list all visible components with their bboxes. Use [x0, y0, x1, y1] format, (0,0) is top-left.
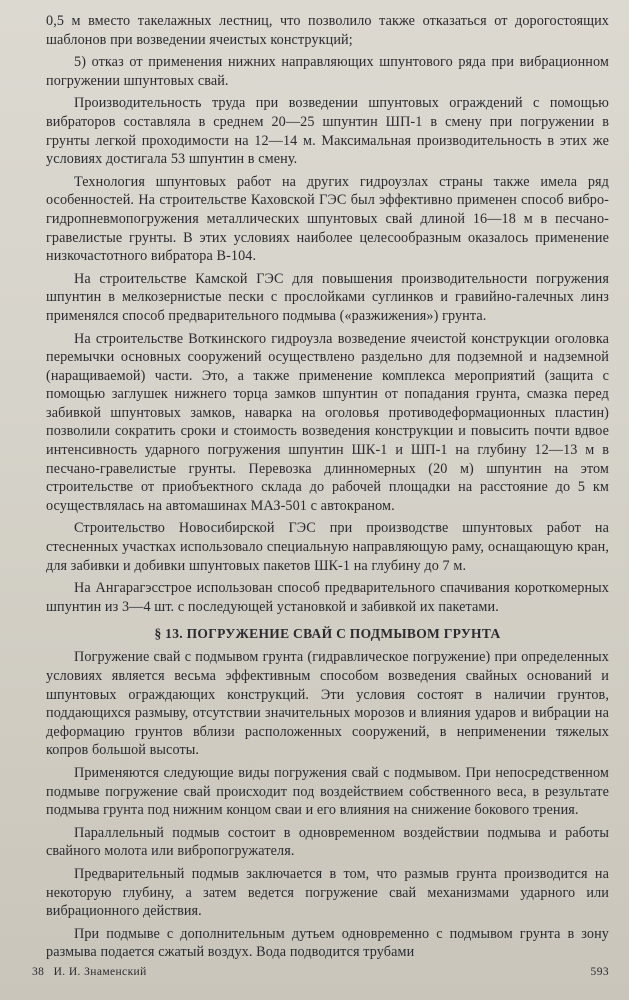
paragraph: 0,5 м вместо такелажных лестниц, что позволило также отказаться от дорогостоящих шаблонов при возведении ячеистых конструкций; [46, 13, 609, 48]
paragraph: Строительство Новосибирской ГЭС при производстве шпунтовых работ на стесненных участках использовало специальную направляющую раму, оснащающую кран, для забивки и добивки шпунтовых пакетов ШК-1 на глубину до 7 м. [46, 520, 609, 574]
paragraph: При подмыве с дополнительным дутьем одновременно с подмывом грунта в зону размыва подается сжатый воздух. Вода подводится трубами [46, 925, 609, 961]
paragraph: Технология шпунтовых работ на других гидроузлах страны также имела ряд особенностей. На строительстве Каховской ГЭС был эффективно применен способ вибро-гидропневмопогружения металлических шпунтовых свай длиной 16—18 м в песчано-гравелистые грунты. В этих условиях наиболее целесообразным оказалось применение низкочастотного вибратора В-104. [46, 173, 609, 265]
author-name: И. И. Знаменский [53, 966, 147, 978]
footer-signature [32, 966, 147, 978]
paragraph: Применяются следующие виды погружения свай с подмывом. При непосредственном подмыве погружение свай происходит под воздействием собственного веса, в результате подмыва грунта под нижним концом сваи и его влияния на снижение бокового трения. [46, 764, 609, 819]
paragraph: Предварительный подмыв заключается в том, что размыв грунта производится на некоторую глубину, а затем ведется погружение свай механизмами ударного или вибрационного действия. [46, 865, 609, 920]
section-heading: § 13. ПОГРУЖЕНИЕ СВАЙ С ПОДМЫВОМ ГРУНТА [154, 626, 501, 642]
paragraph: Параллельный подмыв состоит в одновременном воздействии подмыва и работы свайного молота или вибропогружателя. [46, 824, 609, 860]
page-footer [32, 966, 609, 978]
paragraph: На строительстве Камской ГЭС для повышения производительности погружения шпунтин в мелкозернистые пески с прослойками суглинков и гравийно-галечных линз применялся способ предварительного подмыва («разжижения») грунта. [46, 270, 609, 324]
paragraph: Погружение свай с подмывом грунта (гидравлическое погружение) при определенных условиях является весьма эффективным способом возведения свайных оснований и шпунтовых ограждающих конструкций. Эти условия состоят в наличии грунтов, поддающихся размыву, отсутствии значительных морозов и влияния ударов и вибрации на деформацию грунтов вблизи расположенных сооружений, в неприменении тяжелых копров большой высоты. [46, 649, 609, 759]
signature-number: 38 [32, 966, 45, 978]
paragraph: На Ангарагэсстрое использован способ предварительного спачивания короткомерных шпунтин из 3—4 шт. с последующей установкой и забивкой их пакетами. [46, 580, 609, 615]
paragraph: Производительность труда при возведении шпунтовых ограждений с помощью вибраторов составляла в среднем 20—25 шпунтин ШП-1 в смену при погружении в грунты легкой проходимости на 12—14 м. Максимальная производительность в этих же условиях достигала 53 шпунтин в смену. [46, 95, 609, 168]
paragraph: 5) отказ от применения нижних направляющих шпунтового ряда при вибрационном погружении шпунтовых свай. [46, 54, 609, 89]
paragraph: На строительстве Воткинского гидроузла возведение ячеистой конструкции оголовка перемычки основных сооружений осуществлено раздельно для подземной и надземной (наращиваемой) части. Это, а также применение комплекса мероприятий (защита с помощью заглушек нижнего торца замков шпунтин от попадания грунта, смазка перед забивкой шпунтовых замков, наварка на оголовья противодеформационных пластин) позволили сократить сроки и стоимость возведения конструкции и повысить почти вдвое интенсивность ударного погружения шпунтин ШК-1 и ШП-1 на глубину 12—13 м в песчано-гравелистые грунты. Перевозка длинномерных (20 м) шпунтин на этом строительстве от приобъектного склада до рабочей площадки на расстояние до 5 км осуществлялась на автомашинах МАЗ-501 с автокраном. [46, 330, 609, 514]
body-text-bottom [46, 648, 609, 962]
body-text-top [46, 12, 609, 616]
page-number: 593 [590, 966, 609, 978]
